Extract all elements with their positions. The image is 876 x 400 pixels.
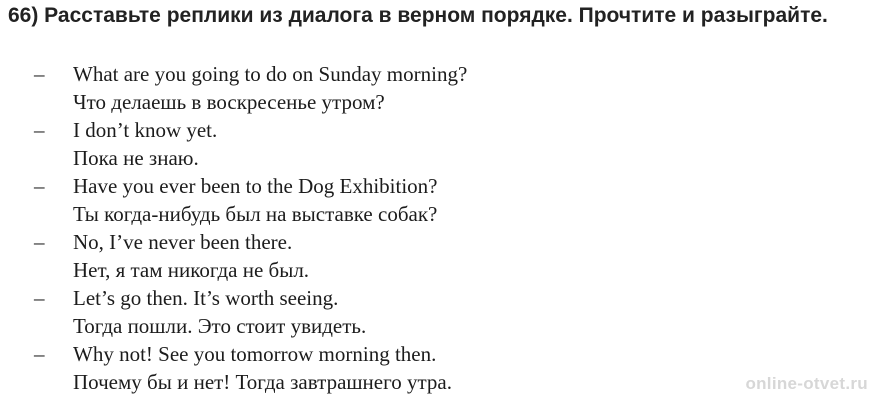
russian-line: Тогда пошли. Это стоит увидеть. [73,314,367,338]
english-line: I don’t know yet. [73,118,218,142]
dash: – [34,174,45,198]
russian-line: Почему бы и нет! Тогда завтрашнего утра. [73,370,452,394]
dialogue-line-english [0,60,876,88]
russian-line: Пока не знаю. [73,146,199,170]
dash: – [34,230,45,254]
dialogue-line-english [0,284,876,312]
russian-line: Что делаешь в воскресенье утром? [73,90,385,114]
dash: – [34,118,45,142]
dialogue-line-russian [0,144,876,172]
dialogue-line-english [0,340,876,368]
english-line: No, I’ve never been there. [73,230,293,254]
dialogue-line-russian [0,312,876,340]
watermark: online-otvet.ru [745,374,868,393]
dash: – [34,342,45,366]
dialogue-line-english [0,172,876,200]
english-line: Let’s go then. It’s worth seeing. [73,286,339,310]
dialogue-line-russian [0,88,876,116]
english-line: Why not! See you tomorrow morning then. [73,342,437,366]
english-line: What are you going to do on Sunday morning? [73,62,468,86]
dash: – [34,62,45,86]
dash: – [34,286,45,310]
dialogue-line-english [0,228,876,256]
dialogue [0,60,876,396]
task-instruction: 66) Расставьте реплики из диалога в верном порядке. Прочтите и разыграйте. [8,4,828,27]
dialogue-line-english [0,116,876,144]
russian-line: Ты когда-нибудь был на выставке собак? [73,202,438,226]
dialogue-line-russian [0,256,876,284]
english-line: Have you ever been to the Dog Exhibition? [73,174,438,198]
russian-line: Нет, я там никогда не был. [73,258,310,282]
dialogue-line-russian [0,200,876,228]
